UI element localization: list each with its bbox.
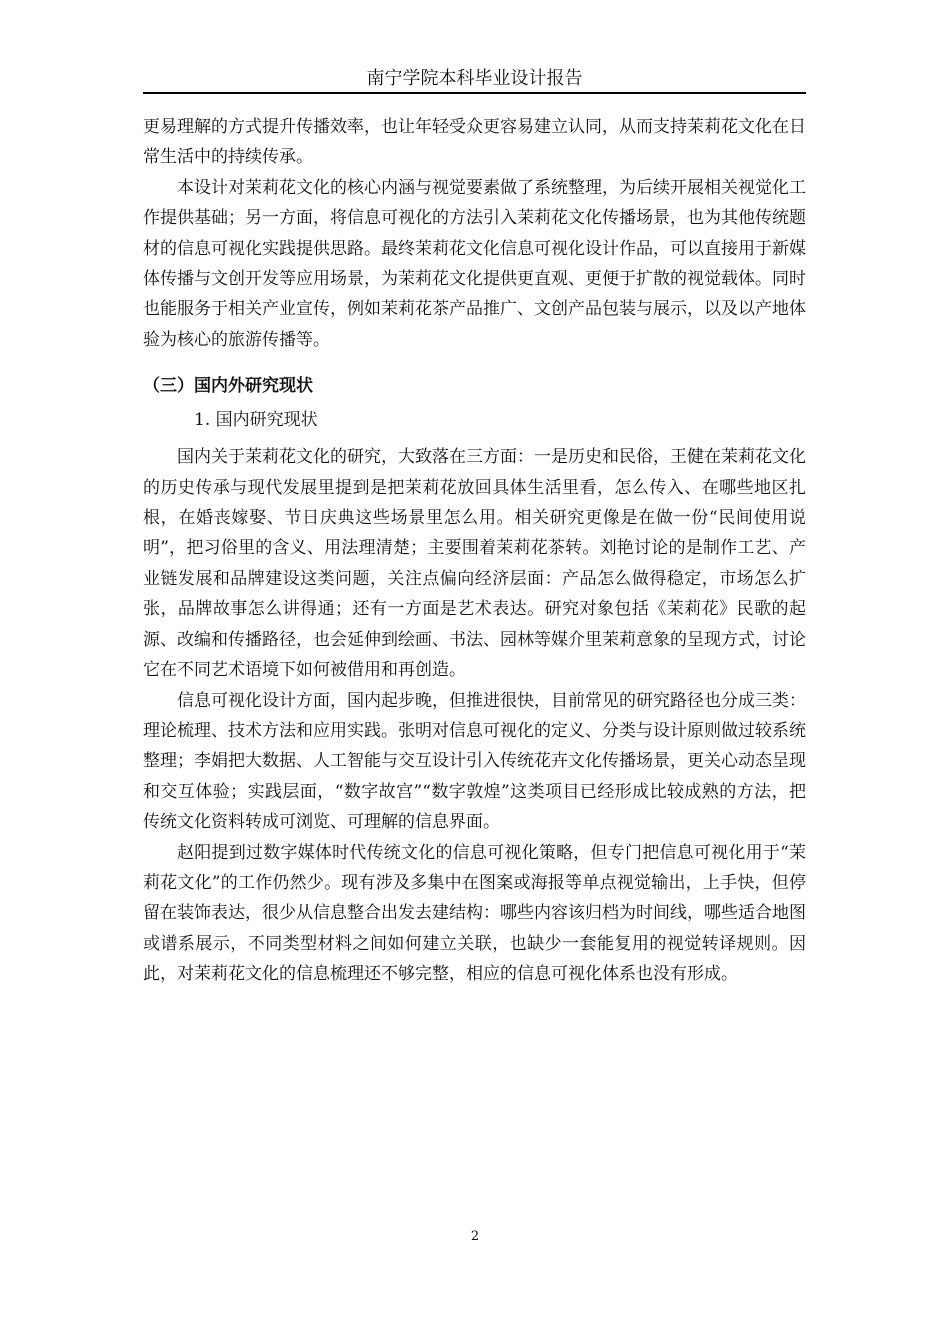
page-number: 2	[470, 1229, 480, 1244]
document-body	[143, 112, 806, 990]
paragraph-continued: 更易理解的方式提升传播效率，也让年轻受众更容易建立认同，从而支持茉莉花文化在日常生活中的持续传承。	[143, 117, 806, 168]
paragraph-research-gap: 赵阳提到过数字媒体时代传统文化的信息可视化策略，但专门把信息可视化用于“茉莉花文化”的工作仍然少。现有涉及多集中在图案或海报等单点视觉输出，上手快，但停留在装饰表达，很少从信息整合出发去建结构：哪些内容该归档为时间线，哪些适合地图或谱系展示，不同类型材料之间如何建立关联，也缺少一套能复用的视觉转译规则。因此，对茉莉花文化的信息梳理还不够完整，相应的信息可视化体系也没有形成。	[143, 842, 806, 985]
paragraph-visualization-research: 信息可视化设计方面，国内起步晚，但推进很快，目前常见的研究路径也分成三类：理论梳理、技术方法和应用实践。张明对信息可视化的定义、分类与设计原则做过较系统整理；李娟把大数据、人工智能与交互设计引入传统花卉文化传播场景，更关心动态呈现和交互体验；实践层面，“数字故宫”“数字敦煌”这类项目已经形成比较成熟的方法，把传统文化资料转成可浏览、可理解的信息界面。	[143, 690, 806, 833]
paragraph-design-significance: 本设计对茉莉花文化的核心内涵与视觉要素做了系统整理，为后续开展相关视觉化工作提供基础；另一方面，将信息可视化的方法引入茉莉花文化传播场景，也为其他传统题材的信息可视化实践提供思路。最终茉莉花文化信息可视化设计作品，可以直接用于新媒体传播与文创开发等应用场景，为茉莉花文化提供更直观、更便于扩散的视觉载体。同时也能服务于相关产业宣传，例如茉莉花茶产品推广、文创产品包装与展示，以及以产地体验为核心的旅游传播等。	[143, 177, 806, 350]
section-heading: （三）国内外研究现状	[143, 376, 313, 397]
subsection-heading: 1. 国内研究现状	[194, 410, 318, 431]
header-divider	[143, 92, 806, 94]
paragraph-domestic-culture-research: 国内关于茉莉花文化的研究，大致落在三方面：一是历史和民俗，王健在茉莉花文化的历史传承与现代发展里提到是把茉莉花放回具体生活里看，怎么传入、在哪些地区扎根，在婚丧嫁娶、节日庆典这些场景里怎么用。相关研究更像是在做一份“民间使用说明”，把习俗里的含义、用法理清楚；主要围着茉莉花茶转。刘艳讨论的是制作工艺、产业链发展和品牌建设这类问题，关注点偏向经济层面：产品怎么做得稳定，市场怎么扩张，品牌故事怎么讲得通；还有一方面是艺术表达。研究对象包括《茉莉花》民歌的起源、改编和传播路径，也会延伸到绘画、书法、园林等媒介里茉莉意象的呈现方式，讨论它在不同艺术语境下如何被借用和再创造。	[143, 447, 806, 681]
page-header-title: 南宁学院本科毕业设计报告	[366, 68, 583, 89]
